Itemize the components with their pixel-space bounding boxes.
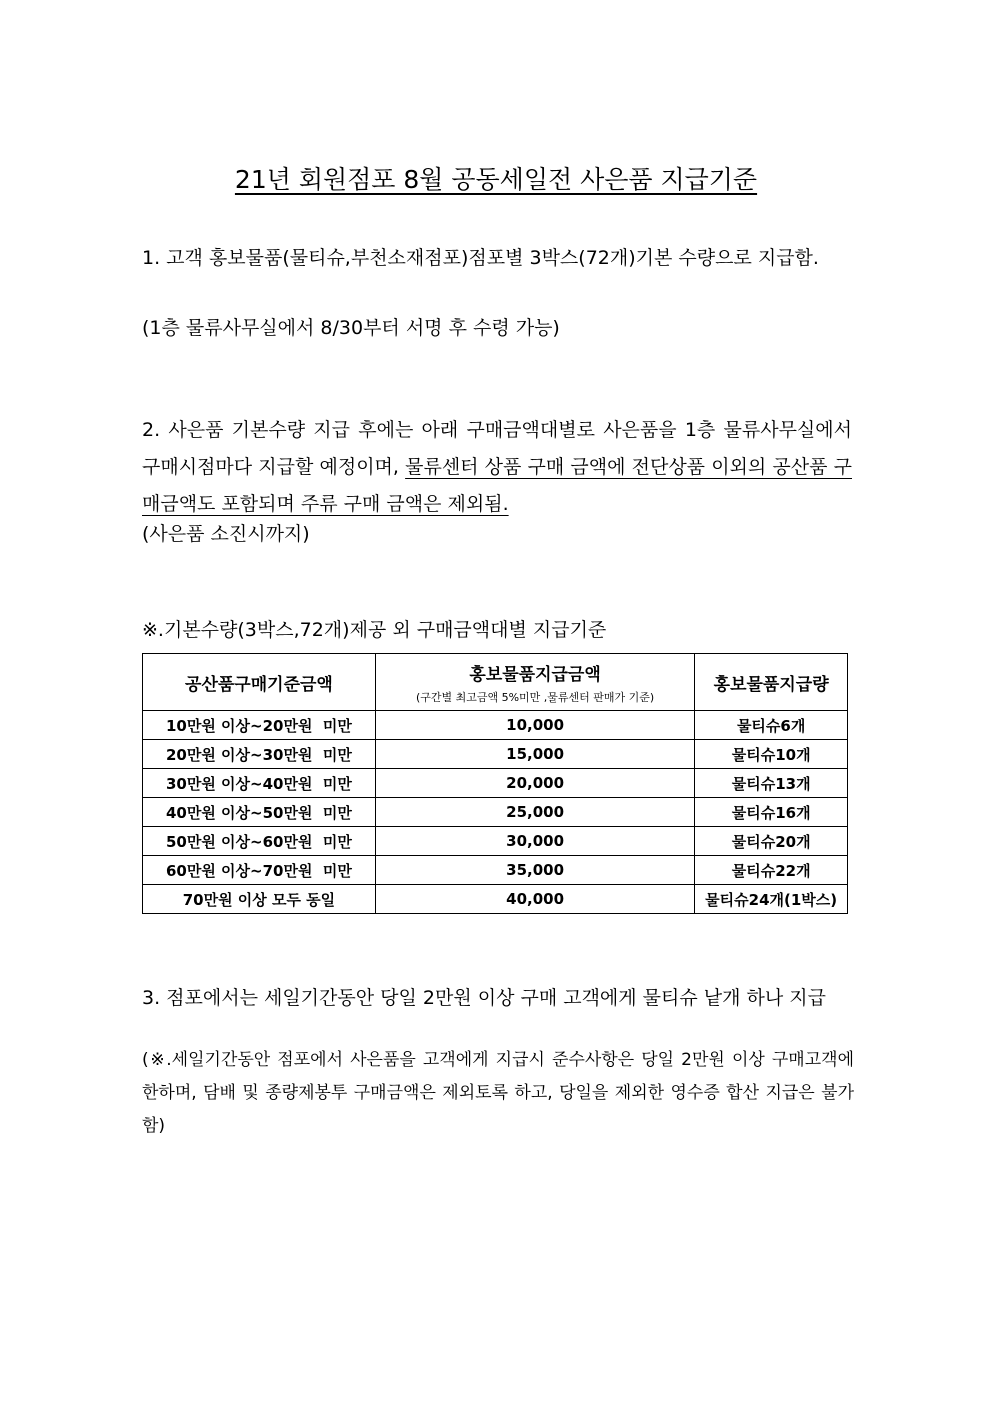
header-purchase-amount: 공산품구매기준금액 [143,654,376,711]
table-row [143,740,848,769]
table-row [143,711,848,740]
cell-amount: 40,000 [375,885,694,914]
cell-qty: 물티슈24개(1박스) [695,885,848,914]
table-row [143,769,848,798]
cell-range: 30만원 이상~40만원 미만 [143,769,376,798]
cell-qty: 물티슈6개 [695,711,848,740]
cell-qty: 물티슈22개 [695,856,848,885]
cell-amount: 30,000 [375,827,694,856]
section-3-note: (※.세일기간동안 점포에서 사은품을 고객에게 지급시 준수사항은 당일 2만원 이상 구매고객에 한하며, 담배 및 종량제봉투 구매금액은 제외토록 하고, 당일을 제외한 영수증 합산 지급은 불가함) [142,1050,854,1136]
cell-amount: 15,000 [375,740,694,769]
cell-amount: 35,000 [375,856,694,885]
cell-qty: 물티슈10개 [695,740,848,769]
section-2-note: (사은품 소진시까지) [142,523,310,545]
section-3-text: 3. 점포에서는 세일기간동안 당일 2만원 이상 구매 고객에게 물티슈 낱개 하나 지급 [142,987,826,1009]
section-2-text [142,412,852,523]
table-row [143,798,848,827]
table-caption: ※.기본수량(3박스,72개)제공 외 구매금액대별 지급기준 [142,619,607,641]
cell-range: 50만원 이상~60만원 미만 [143,827,376,856]
table-header-row [143,654,848,711]
header-gift-amount [375,654,694,711]
cell-qty: 물티슈13개 [695,769,848,798]
header-gift-amount-sub: (구간별 최고금액 5%미만 ,물류센터 판매가 기준) [415,690,655,704]
cell-qty: 물티슈16개 [695,798,848,827]
table-row [143,827,848,856]
cell-amount: 10,000 [375,711,694,740]
cell-range: 70만원 이상 모두 동일 [143,885,376,914]
table-row [143,885,848,914]
section-2-underlined-text: 물류센터 상품 구매 금액에 전단상품 이외의 공산품 구매금액도 포함되며 주류 구매 금액은 제외됨. [142,456,852,515]
cell-range: 20만원 이상~30만원 미만 [143,740,376,769]
cell-range: 40만원 이상~50만원 미만 [143,798,376,827]
title-text: 21년 회원점포 8월 공동세일전 사은품 지급기준 [234,165,758,194]
cell-amount: 20,000 [375,769,694,798]
document-title [0,160,992,200]
header-gift-qty: 홍보물품지급량 [695,654,848,711]
section-1-note: (1층 물류사무실에서 8/30부터 서명 후 수령 가능) [142,317,560,339]
cell-range: 10만원 이상~20만원 미만 [143,711,376,740]
header-gift-amount-label: 홍보물품지급금액 [469,664,601,685]
gift-criteria-table [142,653,848,914]
cell-amount: 25,000 [375,798,694,827]
section-1-text: 1. 고객 홍보물품(물티슈,부천소재점포)점포별 3박스(72개)기본 수량으로 지급함. [142,247,819,269]
section-2-text-main: 2. 사은품 기본수량 지급 후에는 아래 구매금액대별로 사은품을 1층 물류사무실에서 구매시점마다 지급할 예정이며, [142,419,852,478]
cell-range: 60만원 이상~70만원 미만 [143,856,376,885]
cell-qty: 물티슈20개 [695,827,848,856]
table-row [143,856,848,885]
